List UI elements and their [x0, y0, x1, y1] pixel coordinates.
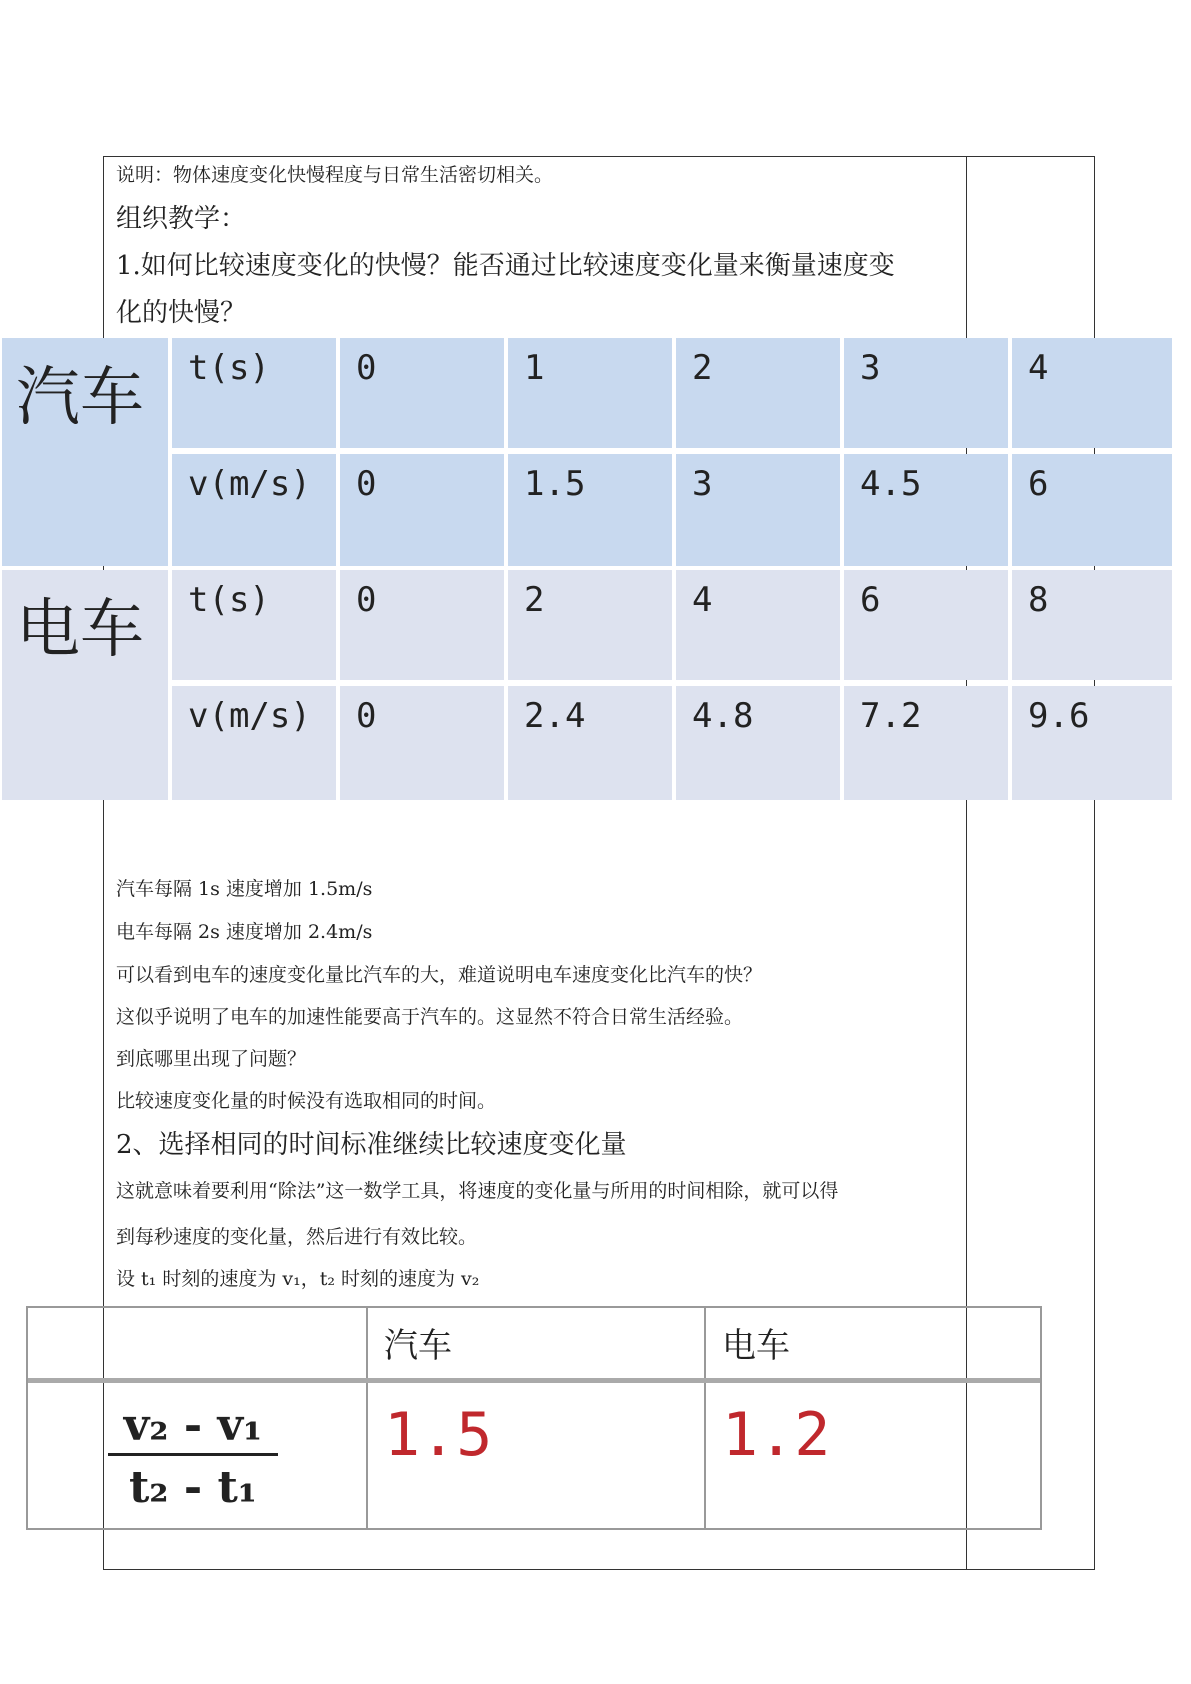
- comparison-header-tram: 电车: [722, 1326, 790, 1366]
- tram-v-cell: 4.8: [676, 686, 840, 800]
- tram-t-cell: 6: [844, 570, 1008, 680]
- tram-v-header: v(m/s): [172, 686, 336, 800]
- comparison-divider: [366, 1308, 368, 1528]
- car-label: 汽车: [2, 338, 168, 566]
- comparison-header-car: 汽车: [384, 1326, 452, 1366]
- body-line5: 到底哪里出现了问题？: [116, 1048, 307, 1070]
- body-define: 设 t₁ 时刻的速度为 v₁，t₂ 时刻的速度为 v₂: [116, 1268, 480, 1290]
- intro-note: 说明：物体速度变化快慢程度与日常生活密切相关。: [116, 164, 554, 186]
- body-line1: 汽车每隔 1s 速度增加 1.5m/s: [116, 878, 373, 900]
- car-acceleration-value: 1.5: [384, 1400, 493, 1470]
- tram-acceleration-value: 1.2: [722, 1400, 831, 1470]
- car-v-header: v(m/s): [172, 454, 336, 566]
- intro-heading: 组织教学：: [116, 204, 247, 234]
- tram-v-cell: 0: [340, 686, 504, 800]
- tram-v-cell: 2.4: [508, 686, 672, 800]
- tram-t-cell: 0: [340, 570, 504, 680]
- tram-t-cell: 4: [676, 570, 840, 680]
- comparison-header-rule: [28, 1378, 1040, 1383]
- body-para-line1: 这就意味着要利用“除法”这一数学工具，将速度的变化量与所用的时间相除，就可以得: [116, 1180, 839, 1202]
- section-heading-2: 2、选择相同的时间标准继续比较速度变化量: [116, 1130, 627, 1160]
- tram-t-cell: 2: [508, 570, 672, 680]
- car-t-cell: 2: [676, 338, 840, 448]
- formula-denominator: t₂ - t₁: [128, 1462, 258, 1513]
- car-t-cell: 1: [508, 338, 672, 448]
- comparison-table: [26, 1306, 1042, 1530]
- car-t-cell: 3: [844, 338, 1008, 448]
- tram-label: 电车: [2, 570, 168, 800]
- body-line4: 这似乎说明了电车的加速性能要高于汽车的。这显然不符合日常生活经验。: [116, 1006, 744, 1028]
- tram-v-cell: 9.6: [1012, 686, 1172, 800]
- car-t-cell: 4: [1012, 338, 1172, 448]
- speed-data-table: [2, 338, 1172, 800]
- comparison-divider: [704, 1308, 706, 1528]
- body-para-line2: 到每秒速度的变化量，然后进行有效比较。: [116, 1226, 478, 1248]
- tram-v-cell: 7.2: [844, 686, 1008, 800]
- car-t-cell: 0: [340, 338, 504, 448]
- car-t-header: t(s): [172, 338, 336, 448]
- car-v-cell: 4.5: [844, 454, 1008, 566]
- body-line2: 电车每隔 2s 速度增加 2.4m/s: [116, 921, 373, 943]
- intro-question-line2: 化的快慢？: [116, 298, 247, 328]
- formula-numerator: v₂ - v₁: [108, 1400, 278, 1456]
- car-v-cell: 1.5: [508, 454, 672, 566]
- acceleration-formula: [108, 1400, 278, 1513]
- car-v-cell: 3: [676, 454, 840, 566]
- tram-t-header: t(s): [172, 570, 336, 680]
- body-line6: 比较速度变化量的时候没有选取相同的时间。: [116, 1090, 497, 1112]
- car-v-cell: 0: [340, 454, 504, 566]
- tram-t-cell: 8: [1012, 570, 1172, 680]
- car-v-cell: 6: [1012, 454, 1172, 566]
- intro-question-line1: 1.如何比较速度变化的快慢？能否通过比较速度变化量来衡量速度变: [116, 251, 895, 281]
- body-line3: 可以看到电车的速度变化量比汽车的大，难道说明电车速度变化比汽车的快？: [116, 964, 763, 986]
